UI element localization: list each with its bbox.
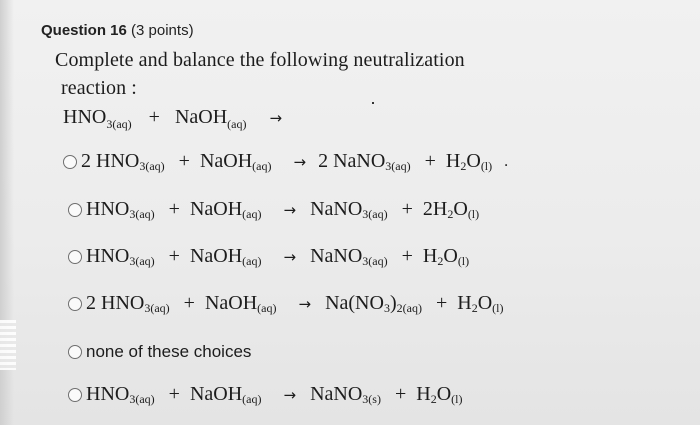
reactant-2-sub: (aq)	[242, 254, 262, 268]
prompt-line-2: reaction :	[61, 77, 137, 99]
product-2-h-sub: 2	[430, 392, 437, 406]
given-reaction	[63, 106, 282, 129]
product-1-sub: 3(aq)	[385, 159, 411, 173]
plus-sign: +	[168, 245, 180, 267]
product-2-h-sub: 2	[460, 159, 467, 173]
product-2-o: O	[453, 198, 468, 220]
reactant-1-sub: 3(aq)	[129, 254, 155, 268]
answer-option-a[interactable]	[63, 150, 508, 173]
reactant-1: HNO	[86, 383, 130, 405]
arrow-icon: →	[283, 385, 297, 404]
plus-sign: +	[401, 245, 413, 267]
plus-sign: +	[178, 150, 190, 172]
prompt-line-1: Complete and balance the following neutralization	[55, 49, 465, 71]
product-2-o: O	[443, 245, 458, 267]
product-1-close: )	[389, 292, 397, 314]
arrow-icon: →	[283, 200, 297, 219]
product-2-h: 2H	[422, 198, 448, 220]
reactant-1-sub: 3(aq)	[106, 117, 132, 131]
answer-option-e[interactable]	[68, 342, 251, 362]
product-2-o-sub: (l)	[451, 392, 463, 406]
plus-sign: +	[183, 292, 195, 314]
product-2-h: H	[422, 245, 438, 267]
plus-sign: +	[435, 292, 448, 314]
product-1-sub: 3	[383, 301, 390, 315]
reactant-2-sub: (aq)	[257, 301, 277, 315]
radio-button[interactable]	[68, 250, 82, 264]
arrow-icon: →	[283, 247, 297, 266]
radio-button[interactable]	[68, 297, 82, 311]
reactant-1: 2 HNO	[86, 292, 145, 314]
product-2-o: O	[477, 292, 493, 314]
reactant-1-sub: 3(aq)	[144, 301, 170, 315]
reactant-2-sub: (aq)	[227, 117, 247, 131]
product-1-sub: 3(aq)	[362, 207, 388, 221]
product-2-h: H	[457, 292, 472, 314]
reactant-1-sub: 3(aq)	[129, 392, 155, 406]
reactant-1: HNO	[63, 106, 107, 128]
answer-option-c[interactable]	[68, 245, 469, 268]
reactant-2: NaOH	[174, 106, 228, 128]
plus-sign: +	[401, 198, 413, 220]
answer-option-f[interactable]	[68, 383, 462, 406]
reactant-2: NaOH	[189, 383, 243, 405]
reactant-2-sub: (aq)	[242, 207, 262, 221]
product-1: NaNO	[310, 383, 363, 405]
answer-option-d[interactable]	[68, 292, 503, 315]
reactant-1-sub: 3(aq)	[139, 159, 165, 173]
product-1-sub: 3(aq)	[362, 254, 388, 268]
answer-option-b[interactable]	[68, 198, 479, 221]
product-2-o-sub: (l)	[492, 301, 504, 315]
product-2-o-sub: (l)	[480, 159, 493, 173]
product-2-h-sub: 2	[471, 301, 478, 315]
plus-sign: +	[424, 150, 436, 172]
stray-mark	[372, 102, 374, 104]
reactant-1: HNO	[86, 245, 130, 267]
product-2-h-sub: 2	[437, 254, 444, 268]
reactant-2: NaOH	[189, 245, 243, 267]
reactant-2-sub: (aq)	[242, 392, 262, 406]
screen-glare	[0, 320, 16, 370]
product-2-o: O	[466, 150, 481, 172]
product-2-h: H	[416, 383, 431, 405]
radio-button[interactable]	[68, 345, 82, 359]
plus-sign: +	[168, 383, 180, 405]
arrow-icon: →	[269, 109, 283, 127]
product-2-h: H	[445, 150, 461, 172]
question-prompt	[55, 46, 535, 102]
product-1: Na(NO	[325, 292, 384, 314]
question-title: Question 16	[41, 22, 127, 39]
reactant-2-sub: (aq)	[252, 159, 272, 173]
reactant-2: NaOH	[204, 292, 258, 314]
product-1: NaNO	[310, 245, 363, 267]
question-header	[41, 22, 194, 39]
radio-button[interactable]	[68, 388, 82, 402]
radio-button[interactable]	[68, 203, 82, 217]
question-points: (3 points)	[131, 22, 194, 39]
product-2-o-sub: (l)	[467, 207, 480, 221]
product-2-o-sub: (l)	[457, 254, 470, 268]
product-2-h-sub: 2	[447, 207, 454, 221]
plus-sign: +	[394, 383, 407, 405]
reactant-1-sub: 3(aq)	[129, 207, 155, 221]
arrow-icon: →	[293, 152, 307, 171]
product-1: NaNO	[310, 198, 363, 220]
reactant-2: NaOH	[199, 150, 253, 172]
reactant-2: NaOH	[189, 198, 243, 220]
product-1-sub: 3(s)	[362, 392, 381, 406]
plus-sign: +	[148, 106, 160, 128]
plus-sign: +	[168, 198, 180, 220]
none-of-these-label: none of these choices	[86, 342, 252, 361]
trailing-dot: .	[504, 152, 509, 170]
radio-button[interactable]	[63, 155, 77, 169]
reactant-1: 2 HNO	[81, 150, 140, 172]
reactant-1: HNO	[86, 198, 130, 220]
product-2-o: O	[436, 383, 452, 405]
product-1: 2 NaNO	[318, 150, 386, 172]
product-1-close-sub: 2(aq)	[396, 301, 422, 315]
arrow-icon: →	[298, 294, 312, 313]
